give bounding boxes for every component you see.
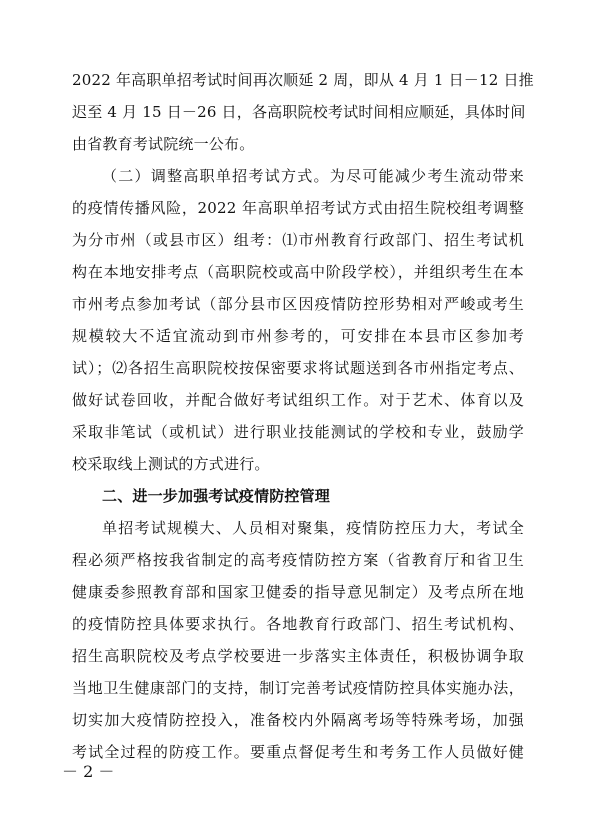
paragraph-line: 做好试卷回收，并配合做好考试组织工作。对于艺术、体育以及 [72, 391, 524, 409]
paragraph-line: 规模较大不适宜流动到市州参考的，可安排在本县市区参加考 [72, 327, 524, 345]
paragraph-line: （二）调整高职单招考试方式。为尽可能减少考生流动带来 [102, 167, 524, 185]
paragraph-line: 采取非笔试（或机试）进行职业技能测试的学校和专业，鼓励学 [72, 423, 524, 441]
paragraph-line: 为分市州（或县市区）组考：⑴市州教育行政部门、招生考试机 [72, 231, 524, 249]
paragraph-line: 的疫情防控具体要求执行。各地教育行政部门、招生考试机构、 [72, 615, 524, 633]
section-heading: 二、进一步加强考试疫情防控管理 [102, 487, 331, 505]
paragraph-line: 健康委参照教育部和国家卫健委的指导意见制定）及考点所在地 [72, 583, 524, 601]
paragraph-line: 迟至 4 月 15 日－26 日，各高职院校考试时间相应顺延，具体时间 [72, 103, 526, 121]
paragraph-line: 2022 年高职单招考试时间再次顺延 2 周，即从 4 月 1 日－12 日推 [72, 71, 534, 89]
paragraph-line: 单招考试规模大、人员相对聚集，疫情防控压力大，考试全 [102, 519, 524, 537]
page-number: － 2 － [62, 762, 115, 781]
paragraph-line: 程必须严格按我省制定的高考疫情防控方案（省教育厅和省卫生 [72, 551, 524, 569]
paragraph-line: 由省教育考试院统一公布。 [72, 135, 255, 153]
paragraph-line: 试）；⑵各招生高职院校按保密要求将试题送到各市州指定考点、 [72, 359, 524, 377]
paragraph-line: 切实加大疫情防控投入，准备校内外隔离考场等特殊考场，加强 [72, 711, 524, 729]
paragraph-line: 市州考点参加考试（部分县市区因疫情防控形势相对严峻或考生 [72, 295, 524, 313]
paragraph-line: 当地卫生健康部门的支持，制订完善考试疫情防控具体实施办法， [72, 679, 524, 697]
paragraph-line: 构在本地安排考点（高职院校或高中阶段学校），并组织考生在本 [72, 263, 524, 281]
paragraph-line: 招生高职院校及考点学校要进一步落实主体责任，积极协调争取 [72, 647, 524, 665]
paragraph-line: 考试全过程的防疫工作。要重点督促考生和考务工作人员做好健 [72, 743, 524, 761]
paragraph-line: 的疫情传播风险，2022 年高职单招考试方式由招生院校组考调整 [72, 199, 524, 217]
paragraph-line: 校采取线上测试的方式进行。 [72, 455, 270, 473]
